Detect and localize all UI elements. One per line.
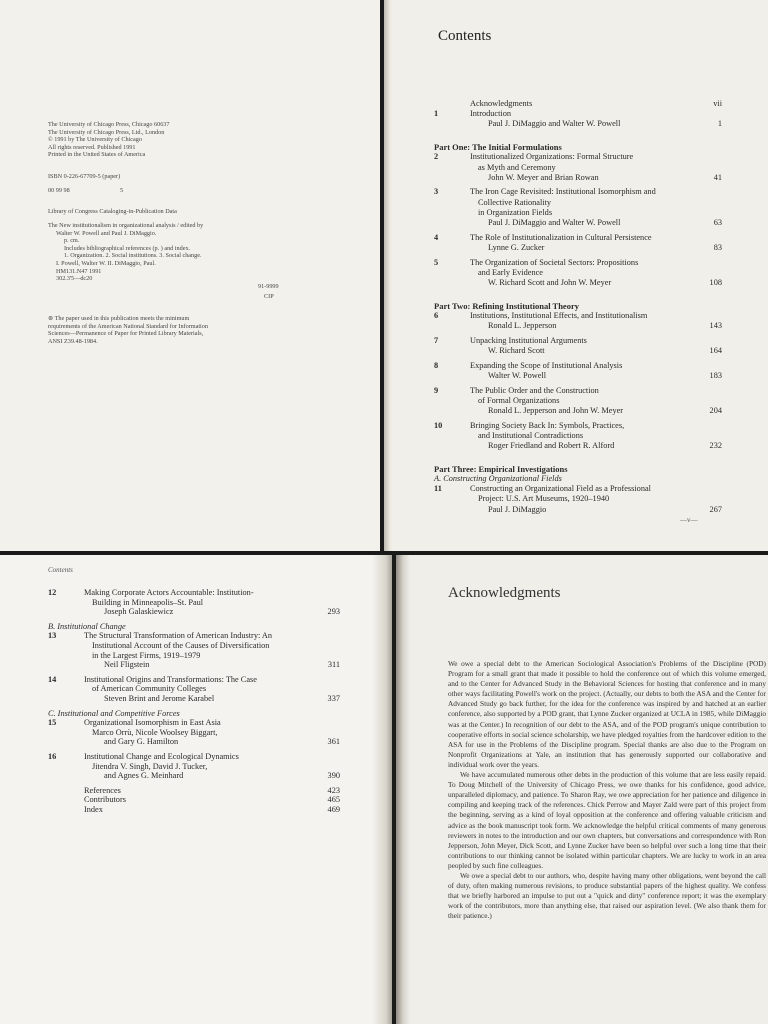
toc-title: Marco Orrù, Nicole Woolsey Biggart, — [92, 727, 218, 737]
toc-author: Walter W. Powell — [488, 370, 547, 380]
toc-chapter-number: 1 — [434, 109, 439, 119]
toc-title: and Institutional Contradictions — [478, 430, 584, 440]
running-head: Contents — [48, 566, 73, 574]
cip-label: CIP — [264, 293, 274, 300]
contents-page — [384, 0, 768, 551]
toc-page-number: 293 — [327, 607, 340, 617]
toc-title: Building in Minneapolis–St. Paul — [92, 597, 204, 607]
toc-chapter-number: 5 — [434, 257, 439, 267]
toc-section-heading: A. Constructing Organizational Fields — [434, 474, 562, 483]
toc-page-number: 469 — [327, 805, 340, 814]
toc-title: and Early Evidence — [478, 267, 543, 277]
toc-part-heading: Part One: The Initial Formulations — [434, 142, 562, 153]
page-title: Contents — [438, 28, 492, 44]
cip-line: p. cm. — [64, 237, 80, 245]
toc-section-heading: B. Institutional Change — [48, 621, 126, 631]
ack-paragraph: We have accumulated numerous other debts in the production of this volume that are less easily repaid. To Doug Mitchell of the University of Chicago Press, we owe thanks for his confidence, good advice, unparalleled diplomacy, and patience. To Sharon Ray, we owe appreciation for her patience and diligence in compiling and keeping track of the references. Chick Perrow and Mayer Zald were part of this project from the beginning, serving as a kind of loyal opposition at the conference and offering valuable criticism and advice as the book manuscript took form. We acknowledge the helpful critical comments of many generous reviewers in notes to the introduction and our own chapters, but conversations and correspondence with Ron Jepperson, John Meyer, Dick Scott, and Lynne Zucker have been so helpful over such a long time that their contributions to our thinking cannot be isolated within particular chapters. We are lucky to work in an area peopled by such fine colleagues. — [448, 770, 766, 870]
toc-title: The Organization of Societal Sectors: Propositions — [470, 257, 639, 267]
toc-title: References — [84, 785, 121, 795]
toc-title: Jitendra V. Singh, David J. Tucker, — [92, 761, 208, 771]
toc-title: of Formal Organizations — [478, 395, 560, 405]
toc-chapter-number: 15 — [48, 718, 57, 728]
publisher-block — [48, 121, 170, 159]
gutter-shadow — [372, 555, 392, 1024]
toc-author: Ronald L. Jepperson and John W. Meyer — [488, 406, 624, 415]
toc-part-heading: Part Three: Empirical Investigations — [434, 463, 568, 474]
page-title: Acknowledgments — [448, 585, 561, 601]
toc-chapter-number: 12 — [48, 588, 57, 597]
cip-line: HM131.N47 1991 — [56, 267, 102, 275]
toc-page-number: 204 — [709, 406, 722, 415]
toc-page-number: 267 — [709, 504, 722, 514]
toc-chapter-number: 4 — [434, 232, 439, 242]
toc-title: Project: U.S. Art Museums, 1920–1940 — [478, 494, 610, 504]
toc-title: Making Corporate Actors Accountable: Institution- — [84, 588, 254, 597]
toc-title: Constructing an Organizational Field as a Professional — [470, 484, 651, 494]
toc-author: Steven Brint and Jerome Karabel — [104, 694, 215, 703]
toc-page-number: 83 — [713, 242, 722, 252]
toc-author: Lynne G. Zucker — [488, 242, 545, 252]
cip-line: The New institutionalism in organizational analysis / edited by — [48, 222, 204, 229]
paper-note-line: Sciences—Permanence of Paper for Printed Library Materials, — [48, 330, 204, 338]
cip-line: Includes bibliographical references (p. ) and index. — [64, 244, 191, 252]
toc-page-number: 232 — [709, 441, 722, 451]
cip-heading: Library of Congress Cataloging-in-Publication Data — [48, 208, 177, 215]
toc-page-number: vii — [713, 99, 722, 108]
toc-page-number: 183 — [709, 370, 722, 380]
toc-page-number: 311 — [327, 660, 340, 670]
gutter-shadow — [384, 0, 394, 551]
toc-author: Paul J. DiMaggio — [488, 504, 547, 514]
toc-page-number: 465 — [327, 795, 340, 805]
toc-page-number: 143 — [709, 321, 722, 331]
toc-chapter-number: 3 — [434, 187, 439, 197]
toc-author: Paul J. DiMaggio and Walter W. Powell — [488, 119, 621, 129]
toc-section-heading: C. Institutional and Competitive Forces — [48, 708, 180, 718]
toc-page-number: 390 — [327, 771, 340, 781]
toc-author: and Gary G. Hamilton — [104, 737, 179, 747]
print-run: 00 99 98 — [48, 187, 70, 194]
cip-code: 91-9999 — [258, 283, 279, 290]
toc-title: of American Community Colleges — [92, 684, 207, 694]
toc-author: Ronald L. Jepperson — [488, 321, 557, 331]
toc-page-number: 1 — [717, 119, 722, 129]
toc-chapter-number: 7 — [434, 335, 439, 345]
toc-chapter-number: 8 — [434, 360, 439, 370]
toc-page-number: 108 — [709, 278, 722, 287]
toc-title: Contributors — [84, 795, 126, 805]
toc-author: John W. Meyer and Brian Rowan — [488, 172, 599, 182]
toc-title: The Structural Transformation of American Industry: An — [84, 631, 273, 641]
toc-page-number: 361 — [327, 737, 340, 747]
publisher-line: The University of Chicago Press, Chicago 60637 — [48, 121, 170, 128]
toc-title: Collective Rationality — [478, 197, 552, 207]
toc-chapter-number: 6 — [434, 310, 439, 320]
toc-title: in the Largest Firms, 1919–1979 — [92, 650, 201, 660]
copyright-page — [0, 0, 380, 551]
ack-body — [448, 659, 766, 921]
publisher-line: All rights reserved. Published 1991 — [48, 143, 136, 151]
toc-page-number: 337 — [327, 694, 340, 703]
cip-line: 302.3'5—dc20 — [56, 275, 93, 283]
toc-title: Institutional Account of the Causes of Diversification — [92, 641, 270, 650]
toc-title: in Organization Fields — [478, 207, 553, 217]
page-folio: —v— — [680, 516, 698, 524]
toc-title: The Public Order and the Construction — [470, 385, 599, 395]
publisher-line: © 1991 by The University of Chicago — [48, 136, 142, 144]
toc-title: Institutional Origins and Transformations: The Case — [84, 674, 257, 684]
toc-title: as Myth and Ceremony — [478, 162, 556, 172]
contents-continued-page — [0, 555, 392, 1024]
toc-chapter-number: 13 — [48, 631, 57, 641]
toc-title: Institutions, Institutional Effects, and Institutionalism — [470, 310, 648, 320]
toc-chapter-number: 2 — [434, 152, 439, 162]
toc-author: Roger Friedland and Robert R. Alford — [488, 441, 615, 451]
toc-title: Institutional Change and Ecological Dynamics — [84, 752, 239, 761]
toc-chapter-number: 11 — [434, 484, 442, 494]
cip-line: Walter W. Powell and Paul J. DiMaggio. — [56, 229, 157, 237]
ack-paragraph: We owe a special debt to the American Sociological Association's Problems of the Discipline (POD) Program for a small grant that made it possible to hold the conference out of which this volume emerged, and to the Center for Advanced Study in the Behavioral Sciences for hosting that conference and in many other ways facilitating Powell's work on the project. (Actually, our debts to both the ASA and the Center for Advanced Study go back further, for the idea for the conference was inspired by and hatched at an earlier conference, also supported by a POD grant, that Lynne Zucker organized at UCLA in 1985, while DiMaggio was at the Center.) In recognition of our debt to the ASA, and of the POD program's unique contribution to cooperative efforts in social science scholarship, we have pledged royalties from the hardcover edition to the ASA for use in the Problems of the Discipline program. Special thanks are also due to the Program on Nonprofit Organizations at Yale, an institution that has generously supported our collaborative and individual work over the years. — [448, 659, 766, 769]
toc-page-number: 164 — [709, 346, 722, 355]
toc-author: W. Richard Scott — [488, 346, 545, 355]
toc-title: Institutionalized Organizations: Formal Structure — [470, 152, 634, 162]
toc-chapter-number: 9 — [434, 385, 439, 395]
acknowledgments-page — [396, 555, 768, 1024]
toc-title: The Role of Institutionalization in Cultural Persistence — [470, 232, 652, 242]
toc-author: Joseph Galaskiewicz — [104, 607, 174, 617]
toc-author: Neil Fligstein — [104, 660, 150, 670]
toc-page-number: 41 — [713, 172, 722, 182]
gutter-shadow — [396, 555, 410, 1024]
toc-author: W. Richard Scott and John W. Meyer — [488, 278, 612, 287]
ack-paragraph: We owe a special debt to our authors, who, despite having many other obligations, went beyond the call of duty, often making numerous revisions, to produce substantial papers of the highest quality. We confess that we briefly harbored an impulse to put out a "quick and dirty" conference report; it was the exemplary work of the contributors, more than anything else, that raised our aspiration level. (We also thank them for their patience.) — [448, 870, 766, 921]
toc-author: and Agnes G. Meinhard — [104, 771, 184, 781]
paper-note-line: ⊚ The paper used in this publication meets the minimum — [48, 315, 190, 322]
toc-title: Bringing Society Back In: Symbols, Practices, — [470, 420, 625, 430]
toc-author: Paul J. DiMaggio and Walter W. Powell — [488, 218, 621, 227]
toc-part-heading: Part Two: Refining Institutional Theory — [434, 300, 579, 311]
cip-block — [48, 222, 203, 283]
publisher-line: Printed in the United States of America — [48, 151, 146, 159]
isbn: ISBN 0-226-67709-5 (paper) — [48, 173, 121, 180]
cip-line: I. Powell, Walter W. II. DiMaggio, Paul. — [56, 259, 156, 267]
toc-title: Introduction — [470, 109, 512, 119]
toc-title: Acknowledgments — [470, 99, 533, 108]
toc-title: Unpacking Institutional Arguments — [470, 335, 587, 345]
toc-page-number: 423 — [327, 785, 340, 795]
print-number: 5 — [120, 187, 124, 194]
toc-chapter-number: 16 — [48, 752, 57, 761]
toc-title: Organizational Isomorphism in East Asia — [84, 718, 221, 728]
toc-chapter-number: 10 — [434, 420, 443, 430]
toc-title: Expanding the Scope of Institutional Analysis — [470, 360, 623, 370]
paper-note — [48, 315, 208, 345]
toc-chapter-number: 14 — [48, 674, 57, 684]
toc-title: Index — [84, 805, 103, 814]
paper-note-line: ANSI Z39.48-1984. — [48, 337, 98, 345]
toc-title: The Iron Cage Revisited: Institutional Isomorphism and — [470, 187, 656, 197]
toc-page-number: 63 — [713, 218, 722, 227]
publisher-line: The University of Chicago Press, Ltd., London — [48, 128, 165, 136]
paper-note-line: requirements of the American National Standard for Information — [48, 322, 208, 330]
cip-line: 1. Organization. 2. Social institutions. 3. Social change. — [64, 252, 202, 260]
